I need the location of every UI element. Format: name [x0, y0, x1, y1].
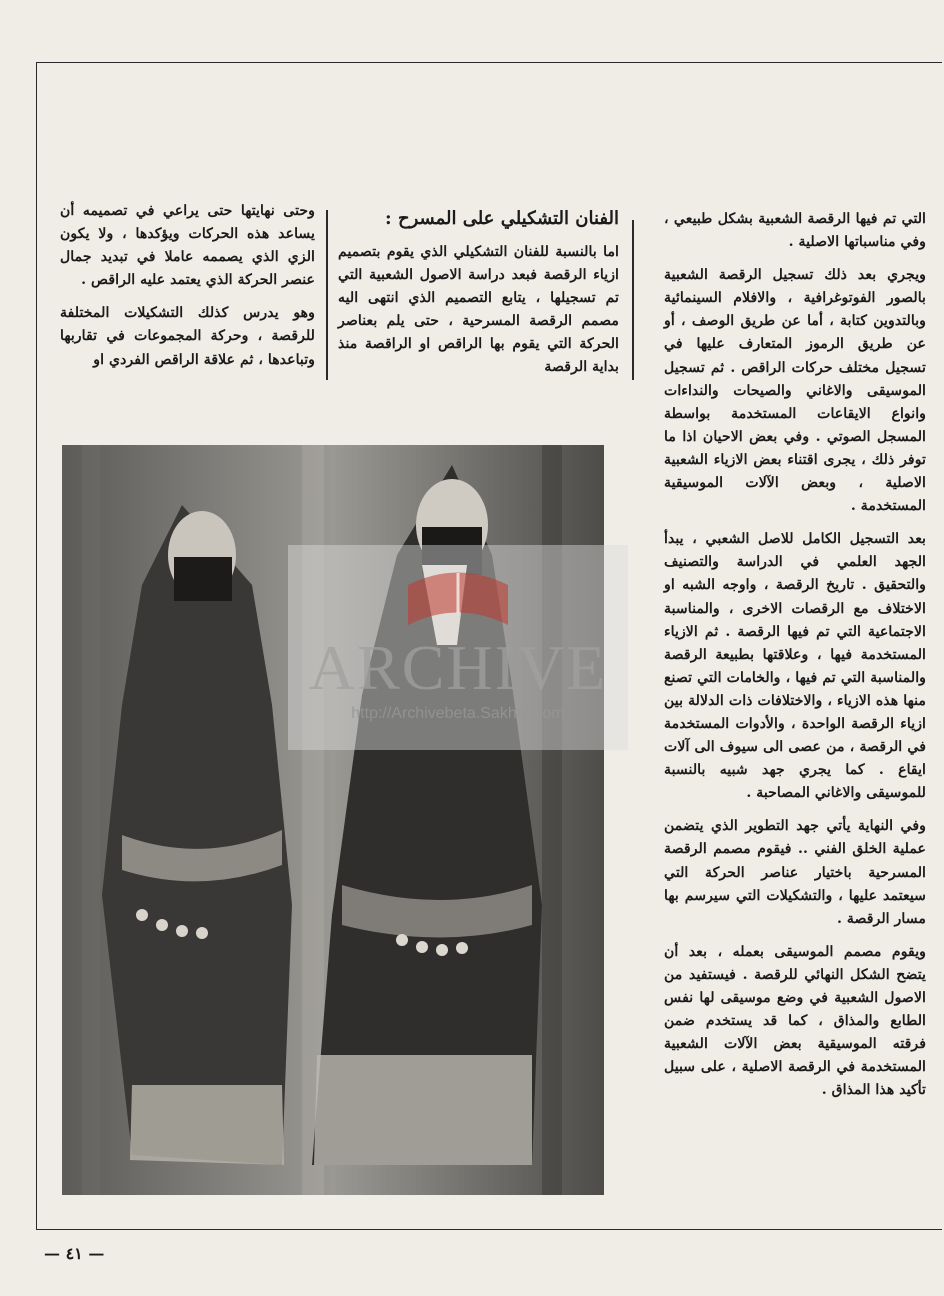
paragraph: ويجري بعد ذلك تسجيل الرقصة الشعبية بالصور الفوتوغرافية ، والافلام السينمائية وبالتدوين كتابة ، أما عن طريق الوصف ، أو عن طريق الرموز المتعارف عليها في تسجيل مختلف حركات الراقص . ثم تسجيل الموسيقى والاغاني والصيحات والنداءات وانواع الايقاعات المستخدمة بواسطة المسجل الصوتي . وفي بعض الاحيان اذا ما توفر ذلك ، يجرى اقتناء بعض الازياء الشعبية الاصلية ، وبعض الآلات الموسيقية المستخدمة .: [664, 267, 926, 515]
watermark-word: ARCHIVE: [308, 632, 608, 703]
paragraph: وهو يدرس كذلك التشكيلات المختلفة للرقصة ، وحركة المجموعات في تقاربها وتباعدها ، ثم علاقة الراقص الفردي او: [60, 305, 315, 368]
text-column-right: [664, 208, 926, 1112]
column-divider: [326, 210, 328, 380]
section-heading: الفنان التشكيلي على المسرح :: [385, 208, 619, 229]
paragraph: بعد التسجيل الكامل للاصل الشعبي ، يبدأ الجهد العلمي في الدراسة والتصنيف والتحقيق . تاريخ الرقصة ، واوجه الشبه او الاختلاف مع الرقصات الاخرى ، والمناسبة الاجتماعية التي تم فيها الرقصة . ثم الازياء المستخدمة فيها ، وعلاقتها بطبيعة الرقصة والمناسبة التي تم فيها ، والخامات التي تصنع منها هذه الازياء ، والاختلافات ذات الدلالة بين ازياء الرقصة الواحدة ، والأدوات المستخدمة في الرقصة ، من عصى الى سيوف الى آلات ايقاع . كما يجري جهد شبيه بالنسبة للموسيقى والاغاني المصاحبة .: [664, 531, 926, 802]
paragraph: ويقوم مصمم الموسيقى بعمله ، بعد أن يتضح الشكل النهائي للرقصة . فيستفيد من الاصول الشعبية في وضع موسيقى لها نفس الطابع والمذاق ، كما قد يستخدم ضمن فرقته الموسيقية بعض الآلات الشعبية المستخدمة في الرقصة الاصلية ، على سبيل تأكيد هذا المذاق .: [664, 943, 926, 1099]
text-column-left: [60, 200, 315, 382]
paragraph: اما بالنسبة للفنان التشكيلي الذي يقوم بتصميم ازياء الرقصة فبعد دراسة الاصول الشعبية التي تم تسجيلها ، يتابع التصميم الذي انتهى اليه مصمم الرقصة المسرحية ، حتى يلم بعناصر الحركة التي يقوم بها الراقص او الراقصة منذ بداية الرقصة: [338, 244, 619, 376]
paragraph: التي تم فيها الرقصة الشعبية بشكل طبيعي ، وفي مناسباتها الاصلية .: [664, 211, 926, 251]
paragraph: وفي النهاية يأتي جهد التطوير الذي يتضمن عملية الخلق الفني .. فيقوم مصمم الرقصة المسرحية باختيار عناصر الحركة التي سيعتمد عليها ، والتشكيلات التي سيرسم بها مسار الرقصة .: [664, 818, 926, 927]
text-column-middle: [338, 205, 619, 390]
paragraph: وحتى نهايتها حتى يراعي في تصميمه أن يساعد هذه الحركات ويؤكدها ، ولا يكون الزي الذي يصممه عاملا في تبديد جمال عنصر الحركة الذي يعتمد عليه الراقص .: [60, 203, 315, 289]
archive-watermark: [288, 545, 628, 750]
book-logo-icon: [398, 555, 518, 635]
column-divider: [632, 220, 634, 380]
page-number: — ٤١ —: [44, 1244, 105, 1263]
watermark-url: http://Archivebeta.Sakhrit.com: [351, 705, 565, 722]
